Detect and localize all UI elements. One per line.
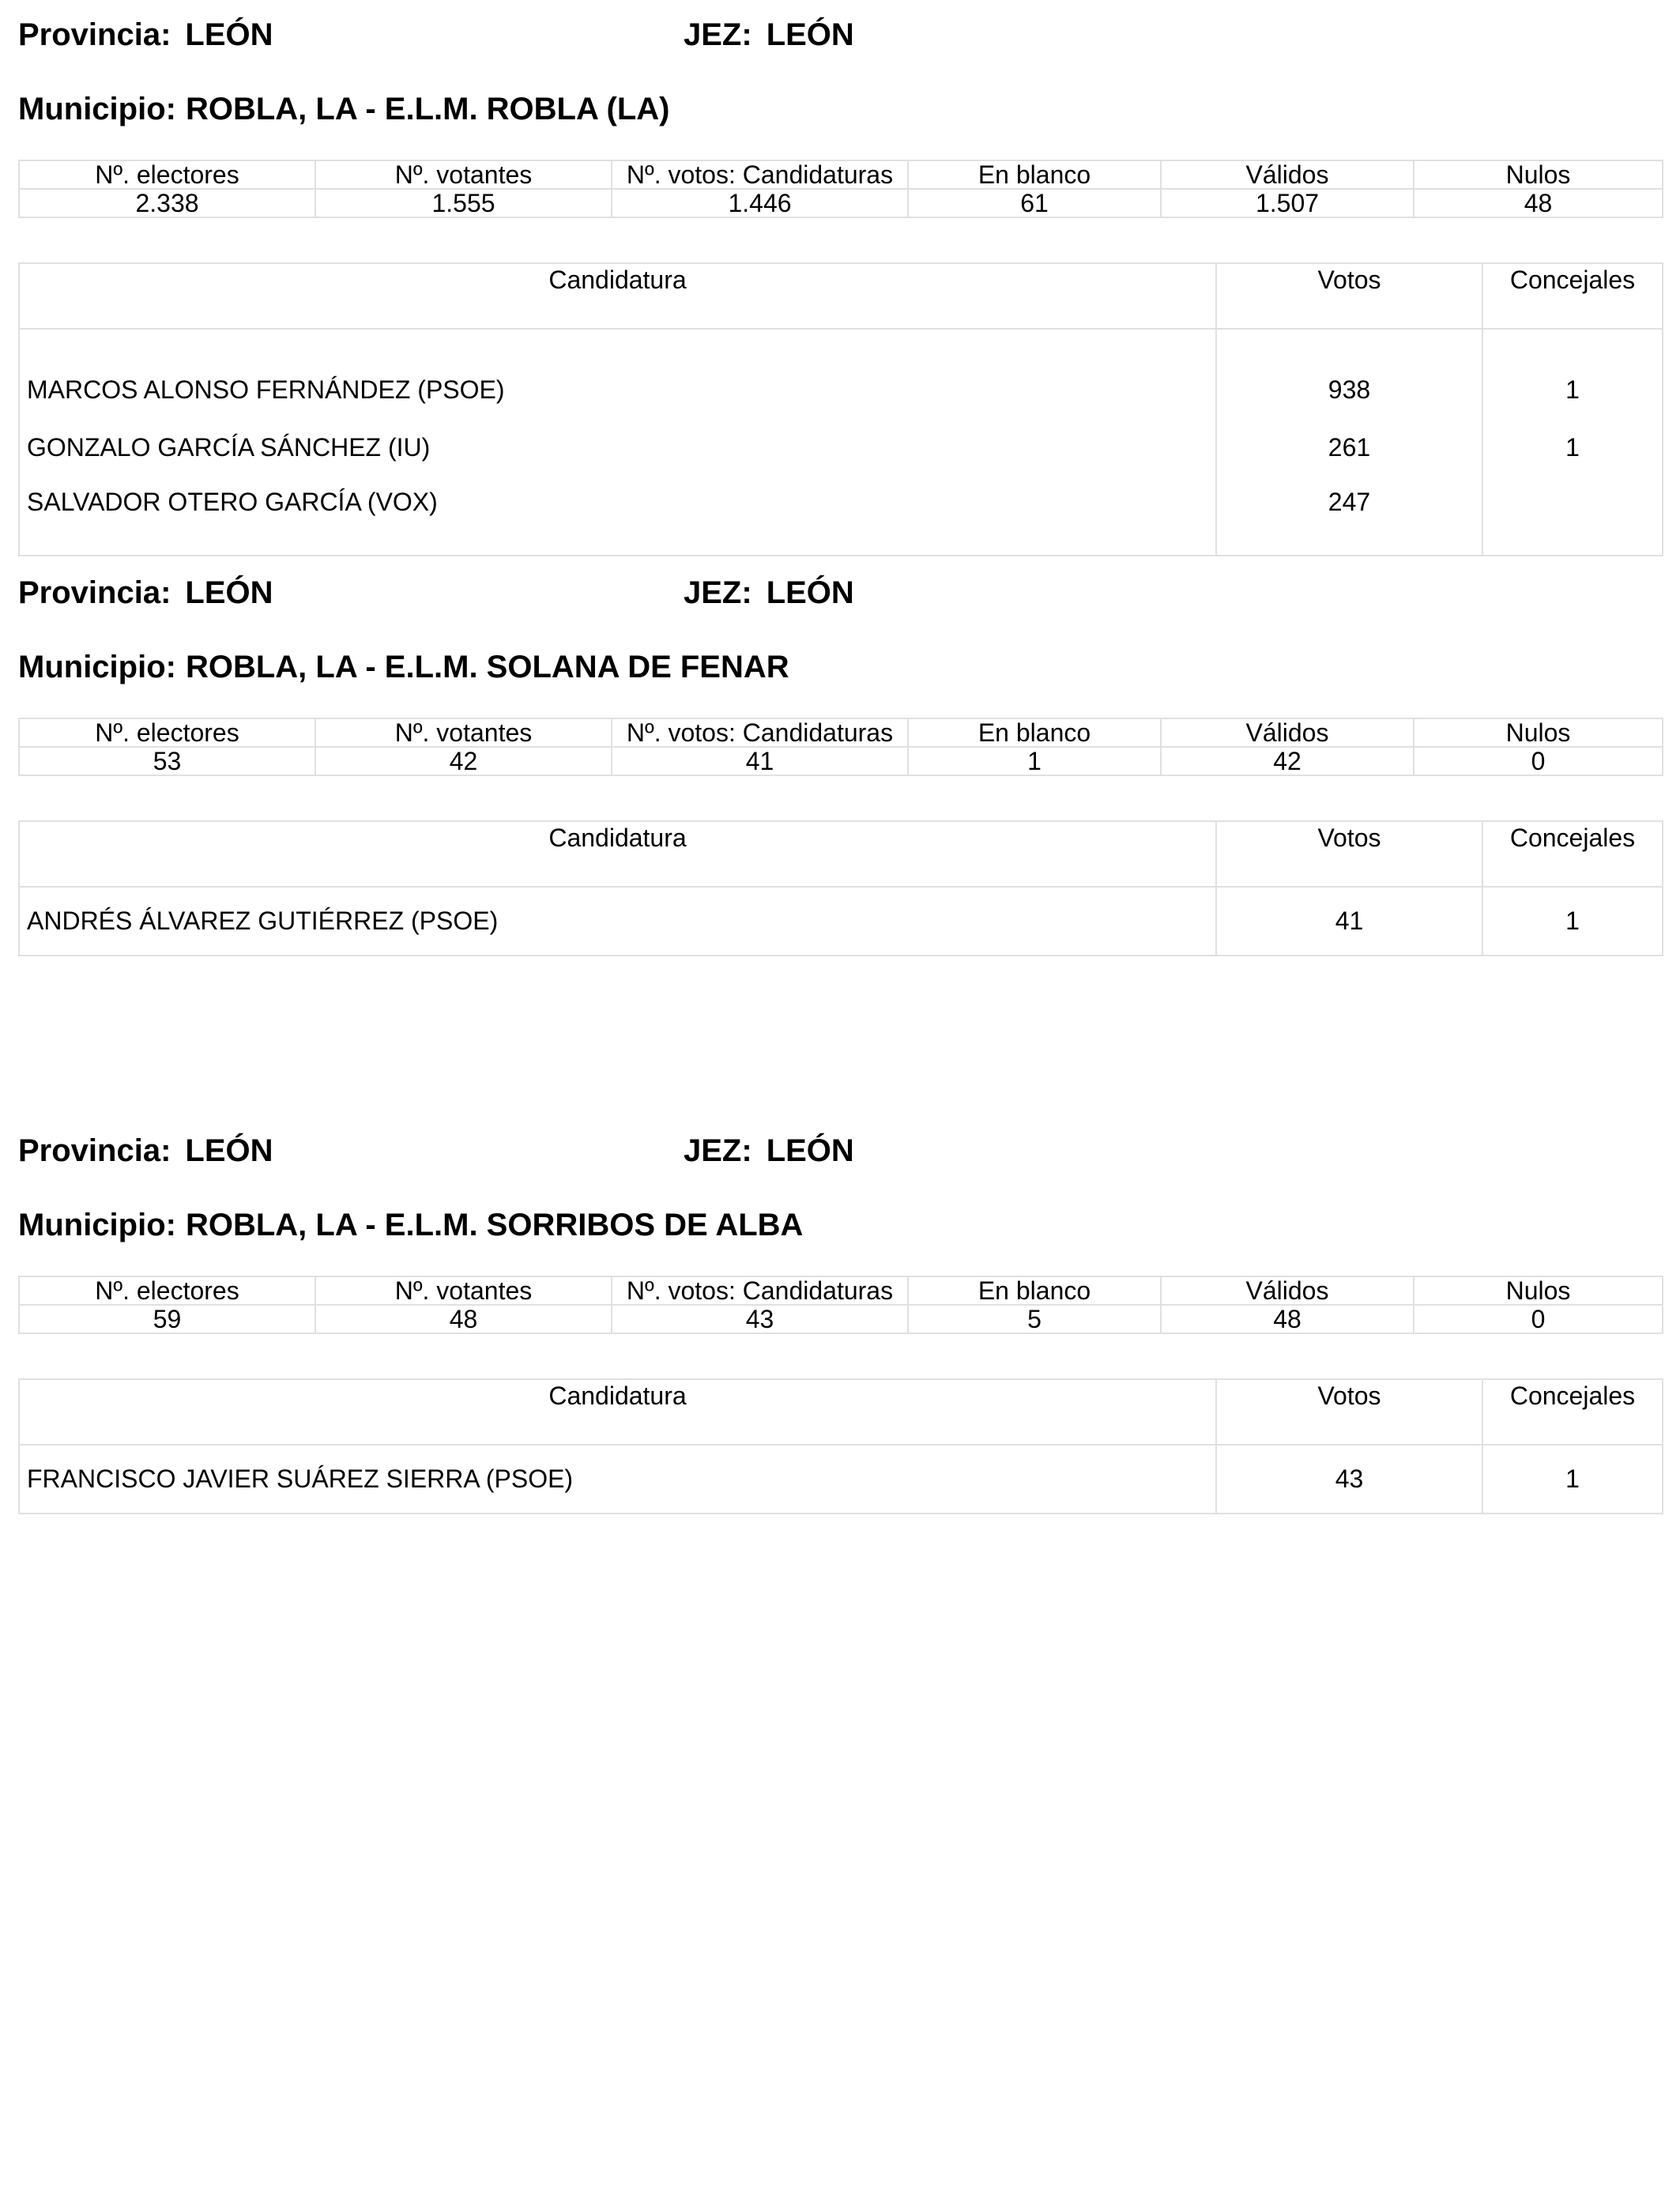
jez-value: LEÓN <box>766 17 854 52</box>
stats-header-row <box>19 160 1663 189</box>
jez-line <box>684 574 854 612</box>
stats-value: 48 <box>315 1305 612 1333</box>
stats-header-row <box>19 1276 1663 1305</box>
candidate-row <box>19 1445 1663 1514</box>
concejales-header: Concejales <box>1482 263 1663 329</box>
municipio-value: ROBLA, LA - E.L.M. SOLANA DE FENAR <box>185 650 789 684</box>
provincia-value: LEÓN <box>185 17 273 52</box>
candidatura-header: Candidatura <box>19 1379 1216 1445</box>
stats-header: Nº. votos: Candidaturas <box>612 718 908 747</box>
jez-label: JEZ: <box>684 575 752 610</box>
stats-header: En blanco <box>908 160 1161 189</box>
candidate-row <box>19 414 1663 481</box>
candidate-concejales <box>1482 481 1663 556</box>
jez-label: JEZ: <box>684 17 752 52</box>
stats-value: 42 <box>1161 747 1414 775</box>
stats-value: 2.338 <box>19 189 315 217</box>
candidates-header-row <box>19 821 1663 887</box>
stats-header: Nº. votantes <box>315 718 612 747</box>
provincia-label: Provincia: <box>18 17 171 52</box>
stats-value: 48 <box>1161 1305 1414 1333</box>
stats-header: En blanco <box>908 1276 1161 1305</box>
provincia-line <box>18 16 273 54</box>
candidate-votos: 938 <box>1216 329 1482 414</box>
candidate-row <box>19 887 1663 956</box>
candidate-concejales: 1 <box>1482 414 1663 481</box>
stats-value: 53 <box>19 747 315 775</box>
stats-header: Válidos <box>1161 160 1414 189</box>
candidates-header-row <box>19 1379 1663 1445</box>
stats-value: 61 <box>908 189 1161 217</box>
candidate-concejales: 1 <box>1482 329 1663 414</box>
candidate-row <box>19 329 1663 414</box>
stats-value: 48 <box>1414 189 1663 217</box>
candidates-table <box>18 1378 1663 1514</box>
stats-value-row <box>19 189 1663 217</box>
municipio-value: ROBLA, LA - E.L.M. ROBLA (LA) <box>185 92 670 126</box>
stats-value-row <box>19 747 1663 775</box>
candidate-name: SALVADOR OTERO GARCÍA (VOX) <box>19 481 1216 556</box>
stats-header: Nº. votantes <box>315 160 612 189</box>
municipio-label: Municipio: <box>18 92 176 126</box>
candidate-name: GONZALO GARCÍA SÁNCHEZ (IU) <box>19 414 1216 481</box>
stats-header: Nulos <box>1414 718 1663 747</box>
stats-header: Nº. votos: Candidaturas <box>612 160 908 189</box>
stats-value: 41 <box>612 747 908 775</box>
provincia-label: Provincia: <box>18 575 171 610</box>
municipio-line <box>18 648 789 686</box>
stats-header: Válidos <box>1161 718 1414 747</box>
stats-value: 1.555 <box>315 189 612 217</box>
jez-value: LEÓN <box>766 575 854 610</box>
votos-header: Votos <box>1216 1379 1482 1445</box>
candidates-header-row <box>19 263 1663 329</box>
stats-value-row <box>19 1305 1663 1333</box>
stats-header: Nulos <box>1414 1276 1663 1305</box>
votos-header: Votos <box>1216 821 1482 887</box>
candidate-name: MARCOS ALONSO FERNÁNDEZ (PSOE) <box>19 329 1216 414</box>
stats-header: Nulos <box>1414 160 1663 189</box>
stats-header: En blanco <box>908 718 1161 747</box>
stats-header: Válidos <box>1161 1276 1414 1305</box>
candidates-table <box>18 262 1663 556</box>
stats-header: Nº. electores <box>19 718 315 747</box>
stats-header: Nº. electores <box>19 1276 315 1305</box>
candidates-table <box>18 820 1663 956</box>
candidate-votos: 43 <box>1216 1445 1482 1514</box>
stats-value: 1.446 <box>612 189 908 217</box>
stats-value: 0 <box>1414 1305 1663 1333</box>
concejales-header: Concejales <box>1482 1379 1663 1445</box>
jez-line <box>684 1132 854 1170</box>
stats-value: 5 <box>908 1305 1161 1333</box>
provincia-label: Provincia: <box>18 1133 171 1168</box>
provincia-value: LEÓN <box>185 1133 273 1168</box>
votos-header: Votos <box>1216 263 1482 329</box>
candidate-votos: 41 <box>1216 887 1482 956</box>
stats-table <box>18 1276 1663 1334</box>
candidate-votos: 247 <box>1216 481 1482 556</box>
stats-value: 42 <box>315 747 612 775</box>
stats-value: 1 <box>908 747 1161 775</box>
municipio-value: ROBLA, LA - E.L.M. SORRIBOS DE ALBA <box>185 1208 804 1242</box>
stats-header-row <box>19 718 1663 747</box>
municipio-line <box>18 90 669 128</box>
provincia-line <box>18 574 273 612</box>
candidatura-header: Candidatura <box>19 821 1216 887</box>
stats-value: 1.507 <box>1161 189 1414 217</box>
candidate-concejales: 1 <box>1482 887 1663 956</box>
stats-header: Nº. electores <box>19 160 315 189</box>
jez-line <box>684 16 854 54</box>
jez-label: JEZ: <box>684 1133 752 1168</box>
candidate-name: FRANCISCO JAVIER SUÁREZ SIERRA (PSOE) <box>19 1445 1216 1514</box>
candidate-row <box>19 481 1663 556</box>
candidate-name: ANDRÉS ÁLVAREZ GUTIÉRREZ (PSOE) <box>19 887 1216 956</box>
stats-value: 0 <box>1414 747 1663 775</box>
candidate-votos: 261 <box>1216 414 1482 481</box>
stats-header: Nº. votos: Candidaturas <box>612 1276 908 1305</box>
jez-value: LEÓN <box>766 1133 854 1168</box>
provincia-line <box>18 1132 273 1170</box>
candidatura-header: Candidatura <box>19 263 1216 329</box>
stats-table <box>18 160 1663 218</box>
municipio-label: Municipio: <box>18 650 176 684</box>
stats-header: Nº. votantes <box>315 1276 612 1305</box>
stats-value: 59 <box>19 1305 315 1333</box>
candidate-concejales: 1 <box>1482 1445 1663 1514</box>
concejales-header: Concejales <box>1482 821 1663 887</box>
municipio-line <box>18 1206 803 1244</box>
stats-value: 43 <box>612 1305 908 1333</box>
provincia-value: LEÓN <box>185 575 273 610</box>
stats-table <box>18 718 1663 776</box>
municipio-label: Municipio: <box>18 1208 176 1242</box>
